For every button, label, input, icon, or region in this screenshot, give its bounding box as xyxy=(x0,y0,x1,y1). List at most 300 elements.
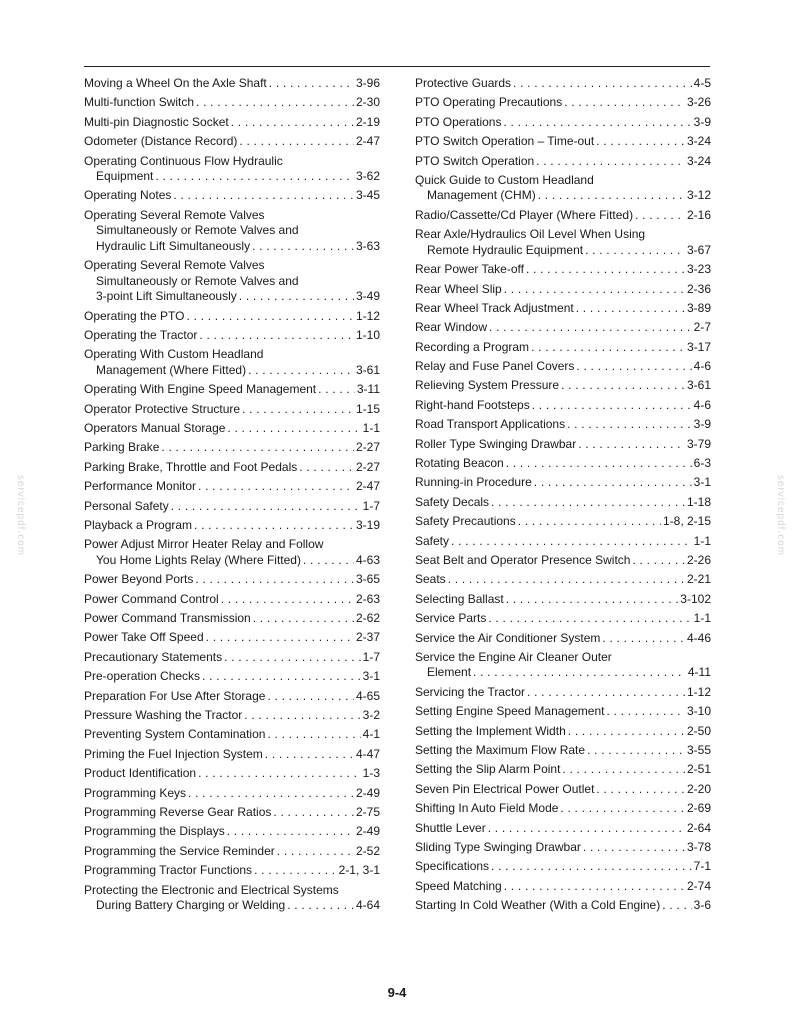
index-entry xyxy=(415,417,711,433)
index-column-left xyxy=(84,76,380,917)
index-entry xyxy=(415,534,711,550)
index-entry-line xyxy=(84,115,380,131)
index-entry-line xyxy=(84,689,380,705)
index-entry xyxy=(415,840,711,856)
dot-leader xyxy=(576,301,685,317)
index-entry xyxy=(415,208,711,224)
dot-leader xyxy=(602,631,685,647)
index-entry-line xyxy=(415,378,711,394)
index-entry xyxy=(84,115,380,131)
index-entry-text: Operating With Custom Headland xyxy=(84,347,264,362)
index-entry xyxy=(84,863,380,879)
header-rule xyxy=(84,66,710,67)
index-entry-text: Service Parts xyxy=(415,611,487,626)
index-entry-line xyxy=(415,611,711,627)
index-entry-text: Element xyxy=(427,665,472,680)
index-entry-page: 2-51 xyxy=(686,762,711,777)
index-entry-page: 4-11 xyxy=(687,665,711,680)
index-entry-text: Operator Protective Structure xyxy=(84,401,241,416)
index-entry xyxy=(84,309,380,325)
dot-leader xyxy=(561,378,685,394)
index-entry-text: Precautionary Statements xyxy=(84,649,223,664)
index-entry-text: Specifications xyxy=(415,859,490,874)
index-entry xyxy=(415,801,711,817)
index-entry-page: 2-69 xyxy=(686,801,711,816)
dot-leader xyxy=(635,208,685,224)
dot-leader xyxy=(299,460,354,476)
index-entry-page: 1-10 xyxy=(355,328,380,343)
index-entry-page: 3-102 xyxy=(680,591,711,606)
index-entry-page: 1-1 xyxy=(362,421,380,436)
index-entry xyxy=(415,262,711,278)
index-entry-line xyxy=(415,76,711,92)
dot-leader xyxy=(504,282,685,298)
index-entry-page: 2-47 xyxy=(355,134,380,149)
index-entry-text: During Battery Charging or Welding xyxy=(96,898,286,913)
index-entry-line xyxy=(84,537,380,553)
dot-leader xyxy=(171,499,361,515)
index-entry-line xyxy=(415,553,711,569)
dot-leader xyxy=(273,805,354,821)
dot-leader xyxy=(242,402,354,418)
index-entry-page: 2-36 xyxy=(686,281,711,296)
index-entry-page: 4-5 xyxy=(693,76,711,90)
index-entry-page: 3-78 xyxy=(686,839,711,854)
index-entry-line xyxy=(415,456,711,472)
index-entry xyxy=(415,456,711,472)
index-entry-line xyxy=(415,398,711,414)
index-entry xyxy=(415,95,711,111)
index-entry-text: Operating the Tractor xyxy=(84,328,198,343)
index-entry-line xyxy=(84,727,380,743)
index-entry-text: Management (Where Fitted) xyxy=(96,362,247,377)
index-entry-text: Quick Guide to Custom Headland xyxy=(415,172,594,187)
index-entry-line xyxy=(415,243,711,259)
index-entry-text: PTO Operating Precautions xyxy=(415,95,563,110)
dot-leader xyxy=(578,437,685,453)
index-entry-page: 4-6 xyxy=(693,359,711,374)
index-entry-text: Rotating Beacon xyxy=(415,456,504,471)
dot-leader xyxy=(488,611,691,627)
index-entry-text: Pressure Washing the Tractor xyxy=(84,708,243,723)
dot-leader xyxy=(188,786,354,802)
index-entry xyxy=(84,479,380,495)
index-entry xyxy=(84,766,380,782)
index-entry-line xyxy=(84,309,380,325)
index-entry xyxy=(84,460,380,476)
index-entry-line xyxy=(415,743,711,759)
watermark-right: servicepdf.com xyxy=(775,474,787,557)
index-entry xyxy=(84,708,380,724)
index-entry-text: Safety xyxy=(415,533,450,548)
index-entry-line xyxy=(415,650,711,666)
index-entry-text: Moving a Wheel On the Axle Shaft xyxy=(84,76,267,90)
index-entry xyxy=(415,704,711,720)
index-entry xyxy=(84,347,380,378)
index-entry-page: 2-37 xyxy=(355,630,380,645)
index-entry xyxy=(84,95,380,111)
index-entry-text: Safety Precautions xyxy=(415,514,516,529)
index-entry-page: 3-19 xyxy=(355,518,380,533)
index-column-right xyxy=(415,76,711,918)
index-entry xyxy=(415,572,711,588)
index-entry-line xyxy=(84,208,380,224)
index-entry xyxy=(84,402,380,418)
dot-leader xyxy=(239,134,354,150)
index-entry-text: Priming the Fuel Injection System xyxy=(84,746,263,761)
index-entry-line xyxy=(415,495,711,511)
index-entry-line xyxy=(415,262,711,278)
index-entry-line xyxy=(84,572,380,588)
dot-leader xyxy=(195,572,354,588)
index-entry-page: 1-1 xyxy=(693,533,711,548)
index-entry-text: Parking Brake, Throttle and Foot Pedals xyxy=(84,459,298,474)
index-entry-line xyxy=(415,188,711,204)
index-entry-text: Rear Window xyxy=(415,320,488,335)
index-entry-text: Operating Continuous Flow Hydraulic xyxy=(84,153,283,168)
index-entry xyxy=(415,782,711,798)
index-entry-text: 3-point Lift Simultaneously xyxy=(96,289,237,304)
index-entry-text: Programming Keys xyxy=(84,785,187,800)
index-entry-text: Multi-function Switch xyxy=(84,95,195,110)
index-entry xyxy=(415,650,711,681)
dot-leader xyxy=(583,840,685,856)
index-entry-page: 1-3 xyxy=(362,766,380,781)
index-entry-page: 3-67 xyxy=(686,242,711,257)
index-entry xyxy=(84,572,380,588)
index-entry-line xyxy=(415,572,711,588)
index-entry-page: 3-23 xyxy=(686,262,711,277)
index-entry xyxy=(84,786,380,802)
index-entry-line xyxy=(415,782,711,798)
dot-leader xyxy=(491,859,692,875)
index-entry xyxy=(84,883,380,914)
index-entry-text: Operators Manual Storage xyxy=(84,421,226,436)
index-entry xyxy=(84,328,380,344)
index-entry-page: 1-15 xyxy=(355,401,380,416)
index-entry-page: 2-74 xyxy=(686,878,711,893)
index-entry-text: Programming Reverse Gear Ratios xyxy=(84,805,272,819)
index-entry-line xyxy=(415,475,711,491)
index-entry-text: Relieving System Pressure xyxy=(415,378,560,393)
index-entry xyxy=(415,301,711,317)
index-entry-line xyxy=(84,363,380,379)
index-entry-page: 3-61 xyxy=(686,378,711,393)
index-entry xyxy=(415,495,711,511)
index-entry xyxy=(84,805,380,821)
dot-leader xyxy=(187,309,354,325)
index-entry-page: 3-24 xyxy=(686,153,711,168)
index-entry-text: Operating Several Remote Valves xyxy=(84,207,265,222)
index-entry-page: 3-96 xyxy=(355,76,380,90)
dot-leader xyxy=(527,685,685,701)
index-entry-page: 7-1 xyxy=(693,859,711,874)
index-entry-text: Seat Belt and Operator Presence Switch xyxy=(415,552,631,567)
index-entry xyxy=(84,592,380,608)
index-entry-text: Seven Pin Electrical Power Outlet xyxy=(415,781,595,796)
dot-leader xyxy=(198,766,361,782)
index-entry-page: 2-49 xyxy=(355,824,380,839)
index-entry-line xyxy=(84,553,380,569)
index-entry xyxy=(415,340,711,356)
index-entry-page: 4-63 xyxy=(355,552,380,567)
index-entry-page: 2-20 xyxy=(686,781,711,796)
index-entry-text: Setting the Implement Width xyxy=(415,723,566,738)
index-entry-line xyxy=(84,630,380,646)
index-entry-line xyxy=(84,382,380,398)
index-entry-line xyxy=(84,328,380,344)
index-entry-text: Equipment xyxy=(96,169,154,184)
index-entry xyxy=(84,76,380,92)
index-entry xyxy=(84,382,380,398)
index-entry-text: Shuttle Lever xyxy=(415,820,486,835)
index-entry-page: 2-19 xyxy=(355,114,380,129)
dot-leader xyxy=(518,514,661,530)
index-entry xyxy=(415,743,711,759)
index-entry-page: 2-21 xyxy=(686,572,711,587)
index-entry-text: Rear Axle/Hydraulics Oil Level When Using xyxy=(415,227,646,242)
index-entry-page: 3-17 xyxy=(686,339,711,354)
index-entry-line xyxy=(415,821,711,837)
index-entry-page: 3-45 xyxy=(355,188,380,203)
index-entry-line xyxy=(84,747,380,763)
dot-leader xyxy=(564,95,685,111)
index-entry xyxy=(415,320,711,336)
index-entry-page: 3-65 xyxy=(355,572,380,587)
index-entry-text: Rear Wheel Slip xyxy=(415,281,502,296)
index-entry xyxy=(84,258,380,305)
dot-leader xyxy=(491,495,685,511)
index-entry xyxy=(84,518,380,534)
dot-leader xyxy=(503,115,691,131)
index-entry-line xyxy=(84,347,380,363)
dot-leader xyxy=(531,340,685,356)
index-entry xyxy=(84,440,380,456)
index-entry-text: Roller Type Swinging Drawbar xyxy=(415,436,577,451)
index-entry-text: Operating Notes xyxy=(84,188,172,203)
dot-leader xyxy=(194,518,354,534)
dot-leader xyxy=(596,782,685,798)
dot-leader xyxy=(202,669,361,685)
index-entry-line xyxy=(415,859,711,875)
dot-leader xyxy=(155,169,354,185)
index-entry-page: 3-24 xyxy=(686,134,711,149)
dot-leader xyxy=(198,479,354,495)
index-entry-text: Preparation For Use After Storage xyxy=(84,688,266,703)
index-entry-text: Running-in Procedure xyxy=(415,475,532,490)
dot-leader xyxy=(451,534,692,550)
index-entry-line xyxy=(415,359,711,375)
index-entry-text: Shifting In Auto Field Mode xyxy=(415,801,559,816)
index-entry-text: Preventing System Contamination xyxy=(84,727,266,742)
index-entry-text: Operating With Engine Speed Management xyxy=(84,382,317,397)
index-entry-line xyxy=(415,115,711,131)
index-entry-page: 4-6 xyxy=(693,397,711,412)
index-entry xyxy=(415,378,711,394)
index-entry-text: Recording a Program xyxy=(415,339,530,354)
index-entry xyxy=(84,208,380,255)
index-entry-page: 3-49 xyxy=(355,289,380,304)
index-entry-line xyxy=(84,154,380,170)
index-entry-line xyxy=(84,898,380,914)
watermark-left: servicepdf.com xyxy=(15,474,27,557)
index-entry-line xyxy=(84,258,380,274)
index-entry-line xyxy=(415,879,711,895)
dot-leader xyxy=(538,188,685,204)
index-entry-line xyxy=(84,479,380,495)
index-entry-line xyxy=(415,665,711,681)
dot-leader xyxy=(206,630,354,646)
dot-leader xyxy=(506,592,679,608)
index-entry-page: 2-16 xyxy=(686,207,711,222)
index-entry-page: 1-7 xyxy=(362,649,380,664)
index-entry-text: Multi-pin Diagnostic Socket xyxy=(84,114,229,129)
index-entry-page: 3-9 xyxy=(693,114,711,129)
index-entry-page: 3-63 xyxy=(355,238,380,253)
index-entry-text: Management (CHM) xyxy=(427,188,536,203)
dot-leader xyxy=(513,76,692,92)
index-entry-line xyxy=(415,340,711,356)
index-entry xyxy=(415,611,711,627)
dot-leader xyxy=(253,611,354,627)
index-entry xyxy=(84,499,380,515)
index-entry-line xyxy=(84,669,380,685)
index-entry-line xyxy=(84,786,380,802)
index-entry-page: 1-12 xyxy=(355,308,380,323)
page-number: 9-4 xyxy=(387,985,407,1000)
index-entry-page: 6-3 xyxy=(693,456,711,471)
index-entry xyxy=(415,115,711,131)
index-entry-page: 2-26 xyxy=(686,552,711,567)
index-entry-line xyxy=(415,631,711,647)
index-entry-line xyxy=(84,402,380,418)
index-entry-text: Remote Hydraulic Equipment xyxy=(427,242,584,257)
dot-leader xyxy=(277,844,354,860)
index-entry xyxy=(415,359,711,375)
index-entry-page: 2-63 xyxy=(355,591,380,606)
index-entry-line xyxy=(84,883,380,899)
index-entry-line xyxy=(415,227,711,243)
index-entry xyxy=(415,592,711,608)
dot-leader xyxy=(269,76,354,92)
index-entry-line xyxy=(84,421,380,437)
index-entry xyxy=(84,689,380,705)
index-entry-text: Protective Guards xyxy=(415,76,512,90)
index-entry-page: 4-46 xyxy=(686,630,711,645)
index-entry-line xyxy=(84,518,380,534)
index-entry-text: Rear Power Take-off xyxy=(415,262,524,277)
dot-leader xyxy=(231,115,354,131)
dot-leader xyxy=(488,821,685,837)
index-entry-text: Hydraulic Lift Simultaneously xyxy=(96,238,251,253)
index-entry-text: Setting the Slip Alarm Point xyxy=(415,762,561,777)
dot-leader xyxy=(568,724,685,740)
dot-leader xyxy=(173,188,354,204)
index-entry-line xyxy=(84,95,380,111)
index-entry-text: Setting Engine Speed Management xyxy=(415,704,605,719)
dot-leader xyxy=(504,879,685,895)
index-entry-text: Relay and Fuse Panel Covers xyxy=(415,359,575,374)
index-entry xyxy=(84,537,380,568)
index-entry xyxy=(415,553,711,569)
index-entry-line xyxy=(415,724,711,740)
index-entry xyxy=(415,76,711,92)
index-entry-page: 4-1 xyxy=(362,727,380,742)
index-entry-page: 2-52 xyxy=(355,843,380,858)
dot-leader xyxy=(567,417,692,433)
index-entry xyxy=(415,282,711,298)
index-entry xyxy=(415,437,711,453)
index-entry-page: 4-65 xyxy=(355,688,380,703)
index-entry xyxy=(84,844,380,860)
dot-leader xyxy=(287,898,354,914)
index-entry-line xyxy=(415,840,711,856)
index-entry xyxy=(415,859,711,875)
index-entry-page: 3-62 xyxy=(355,169,380,184)
dot-leader xyxy=(318,382,355,398)
index-entry xyxy=(84,747,380,763)
index-entry-line xyxy=(84,592,380,608)
index-entry-page: 3-1 xyxy=(362,669,380,684)
index-entry-text: Playback a Program xyxy=(84,518,193,533)
index-entry xyxy=(415,879,711,895)
index-entry-page: 3-12 xyxy=(686,188,711,203)
dot-leader xyxy=(199,328,354,344)
index-entry-text: PTO Switch Operation xyxy=(415,153,535,168)
index-entry xyxy=(415,685,711,701)
index-entry-line xyxy=(84,274,380,290)
dot-leader xyxy=(596,134,685,150)
index-entry-text: Programming the Displays xyxy=(84,824,225,839)
index-entry-page: 1-8, 2-15 xyxy=(662,514,711,529)
dot-leader xyxy=(606,704,685,720)
index-entry-line xyxy=(84,440,380,456)
dot-leader xyxy=(526,262,685,278)
index-entry-line xyxy=(84,650,380,666)
dot-leader xyxy=(303,553,354,569)
index-entry-text: Performance Monitor xyxy=(84,479,197,494)
index-entry xyxy=(84,650,380,666)
dot-leader xyxy=(489,320,692,336)
index-entry-line xyxy=(415,208,711,224)
index-entry-line xyxy=(415,134,711,150)
index-entry xyxy=(84,727,380,743)
index-entry xyxy=(84,669,380,685)
index-entry-line xyxy=(415,154,711,170)
index-entry-page: 2-49 xyxy=(355,785,380,800)
index-entry xyxy=(84,154,380,185)
dot-leader xyxy=(244,708,360,724)
index-entry xyxy=(415,898,711,914)
index-entry-page: 3-6 xyxy=(693,898,711,913)
index-entry-line xyxy=(84,499,380,515)
index-entry-page: 3-89 xyxy=(686,300,711,315)
index-entry-page: 2-64 xyxy=(686,820,711,835)
index-entry-text: Programming Tractor Functions xyxy=(84,863,253,878)
index-entry-text: Personal Safety xyxy=(84,498,169,513)
dot-leader xyxy=(534,475,692,491)
index-entry-page: 4-47 xyxy=(355,746,380,761)
index-entry-text: Selecting Ballast xyxy=(415,591,504,606)
index-entry xyxy=(84,630,380,646)
index-entry xyxy=(415,631,711,647)
dot-leader xyxy=(448,572,685,588)
index-entry-page: 4-64 xyxy=(355,898,380,913)
dot-leader xyxy=(506,456,692,472)
index-entry-line xyxy=(415,534,711,550)
index-entry xyxy=(84,824,380,840)
dot-leader xyxy=(560,801,685,817)
